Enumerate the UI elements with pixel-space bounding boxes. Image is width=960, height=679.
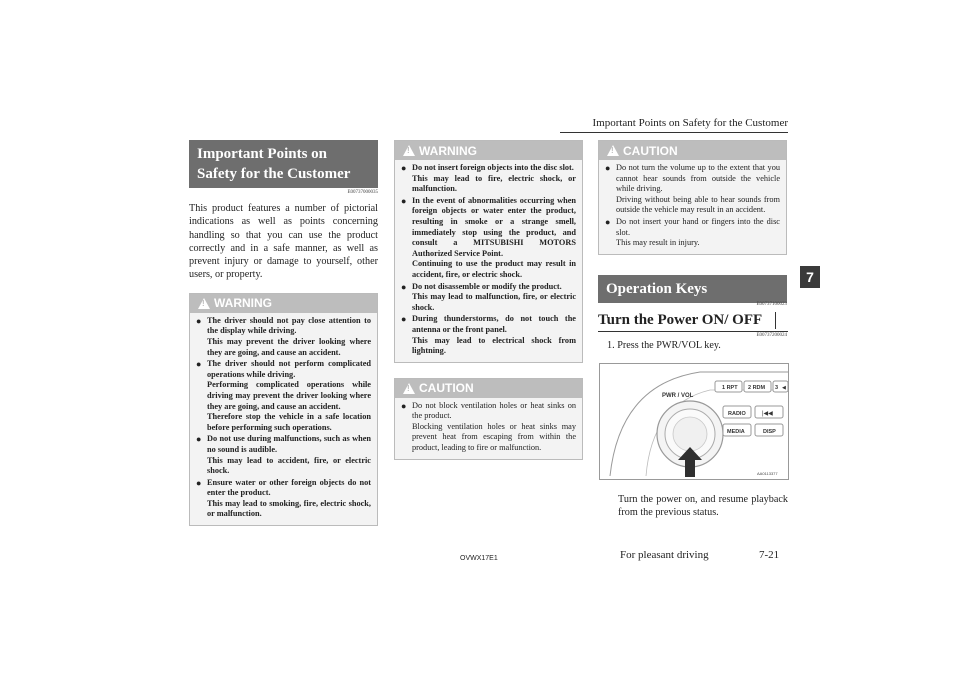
caution-label: CAUTION xyxy=(623,143,678,158)
model-code: OVWX17E1 xyxy=(460,555,498,562)
list-item-line: Do not block ventilation holes or heat sinks on the product. xyxy=(412,400,576,421)
list-item-line: This may lead to malfunction, fire, or electric shock. xyxy=(412,292,576,312)
disp-key-label: DISP xyxy=(763,429,776,435)
caution-header xyxy=(599,141,786,160)
caution-triangle-icon xyxy=(607,145,619,156)
list-item-line: Do not turn the volume up to the extent that you cannot hear sounds from outside the vehicle while driving. xyxy=(616,163,780,194)
list-item xyxy=(401,163,576,195)
list-item-line: Do not use during malfunctions, such as when no sound is audible. xyxy=(207,434,371,454)
rdm-key-label: 2 RDM xyxy=(748,385,766,391)
bullet-icon: ● xyxy=(401,400,407,411)
list-item-line: Therefore stop the vehicle in a safe location before performing such operations. xyxy=(207,412,371,432)
warning-header xyxy=(190,294,377,313)
key-3-label: 3 xyxy=(775,385,779,391)
list-item xyxy=(401,282,576,314)
media-key-label: MEDIA xyxy=(727,429,745,435)
bullet-icon: ● xyxy=(196,434,202,445)
list-item-line: This may lead to electrical shock from lightning. xyxy=(412,335,576,356)
warning-triangle-icon xyxy=(198,298,210,309)
warning-box-left xyxy=(189,293,378,526)
list-item-line: In the event of abnormalities occurring when foreign objects or water enter the product, resulting in smoke or a strange smell, immediately stop using the product, and consult a MITSUBISHI MOTORS Authorized Service Point. xyxy=(412,195,576,258)
power-on-description: Turn the power on, and resume playback from the previous status. xyxy=(618,494,788,519)
list-item xyxy=(196,359,371,433)
page-number: 7-21 xyxy=(759,549,780,561)
list-item-text xyxy=(207,359,371,433)
bullet-icon: ● xyxy=(605,163,611,173)
list-item-line: The driver should not perform complicated operations while driving. xyxy=(207,359,371,379)
chapter-tab[interactable]: 7 xyxy=(800,266,820,288)
section-title-operation-keys: Operation Keys xyxy=(598,275,787,303)
radio-key-label: RADIO xyxy=(728,411,746,417)
list-item-line: Blocking ventilation holes or heat sinks may prevent heat from escaping from within the product, leading to fire or malfunction. xyxy=(412,421,576,453)
bullet-icon: ● xyxy=(401,195,407,206)
caution-list xyxy=(395,398,582,459)
list-item xyxy=(196,478,371,520)
step-1: 1. Press the PWR/VOL key. xyxy=(607,340,721,351)
list-item-line: During thunderstorms, do not touch the antenna or the front panel. xyxy=(412,314,576,334)
bullet-icon: ● xyxy=(196,315,202,326)
warning-triangle-icon xyxy=(403,145,415,156)
list-item-text xyxy=(412,163,576,195)
list-item-line: This may prevent the driver looking where they are going, and cause an accident. xyxy=(207,336,371,357)
middle-column xyxy=(394,140,583,460)
caution-list xyxy=(599,160,786,254)
right-column xyxy=(598,140,787,255)
header-rule xyxy=(560,132,788,133)
warning-label: WARNING xyxy=(214,296,272,311)
bullet-icon: ● xyxy=(196,477,202,488)
intro-paragraph: This product features a number of pictorial indications as well as points concerning handling so that you can use the product correctly and in a safe manner, as well as prevent injury or damage to yourself, other users, or property. xyxy=(189,203,378,281)
power-code: E00737200024 xyxy=(756,333,787,338)
caution-box-right xyxy=(598,140,787,255)
list-item xyxy=(401,196,576,281)
bullet-icon: ● xyxy=(196,359,202,370)
warning-list xyxy=(395,160,582,362)
operation-code: E00737100023 xyxy=(756,302,787,307)
list-item-line: Continuing to use the product may result in accident, fire, or electric shock. xyxy=(412,259,576,279)
arrow-left-icon: ◀ xyxy=(782,385,786,391)
list-item-line: Do not insert your hand or fingers into the disc slot. xyxy=(616,216,780,237)
warning-box-middle xyxy=(394,140,583,363)
list-item-text xyxy=(412,282,576,314)
list-item-line: This may result in injury. xyxy=(616,238,700,248)
skip-back-icon: |◀◀ xyxy=(762,411,773,417)
warning-list xyxy=(190,313,377,525)
running-header: Important Points on Safety for the Customer xyxy=(592,117,788,129)
footer-section: For pleasant driving xyxy=(620,549,709,561)
list-item-line: Do not insert foreign objects into the disc slot. xyxy=(412,163,574,172)
list-item-line: This may lead to accident, fire, or electric shock. xyxy=(207,455,371,476)
warning-header xyxy=(395,141,582,160)
list-item-line: This may lead to smoking, fire, electric shock, or malfunction. xyxy=(207,498,371,519)
subsection-rule xyxy=(775,312,776,329)
bullet-icon: ● xyxy=(605,216,611,227)
list-item-text xyxy=(207,316,371,358)
list-item-text xyxy=(412,314,576,356)
subsection-underline xyxy=(598,331,788,332)
list-item xyxy=(605,163,780,216)
bullet-icon: ● xyxy=(401,281,407,292)
list-item xyxy=(196,316,371,358)
list-item-line: The driver should not pay close attention to the display while driving. xyxy=(207,315,371,336)
caution-box-middle xyxy=(394,378,583,460)
section-title-safety: Important Points on Safety for the Customer xyxy=(189,140,378,188)
list-item-text xyxy=(412,401,576,454)
rpt-key-label: 1 RPT xyxy=(722,385,738,391)
list-item xyxy=(401,314,576,356)
list-item-line: Driving without being able to hear sounds from outside the vehicle may result in an accident. xyxy=(616,194,780,215)
list-item-text xyxy=(412,196,576,281)
bullet-icon: ● xyxy=(401,314,407,325)
section-code: E00737000035 xyxy=(347,190,378,195)
list-item-line: Do not disassemble or modify the product. xyxy=(412,281,562,291)
warning-label: WARNING xyxy=(419,143,477,158)
list-item-text xyxy=(616,163,780,216)
list-item-text xyxy=(616,217,780,249)
list-item-line: Performing complicated operations while driving may prevent the driver looking where they are going, and cause an accident. xyxy=(207,380,371,411)
radio-front-panel-figure xyxy=(599,363,789,480)
pwr-vol-label: PWR / VOL xyxy=(662,393,694,399)
list-item-line: This may lead to fire, electric shock, or malfunction. xyxy=(412,173,576,194)
bullet-icon: ● xyxy=(401,163,407,173)
figure-code: AA0113377 xyxy=(757,471,778,476)
list-item-text xyxy=(207,434,371,476)
list-item-text xyxy=(207,478,371,520)
list-item xyxy=(401,401,576,454)
radio-panel-illustration xyxy=(600,364,788,479)
list-item xyxy=(196,434,371,476)
list-item xyxy=(605,217,780,249)
subsection-title-power: Turn the Power ON/ OFF xyxy=(598,312,763,328)
left-column xyxy=(189,140,378,526)
list-item-line: Ensure water or other foreign objects do not enter the product. xyxy=(207,477,371,498)
caution-triangle-icon xyxy=(403,383,415,394)
caution-header xyxy=(395,379,582,398)
caution-label: CAUTION xyxy=(419,381,474,396)
